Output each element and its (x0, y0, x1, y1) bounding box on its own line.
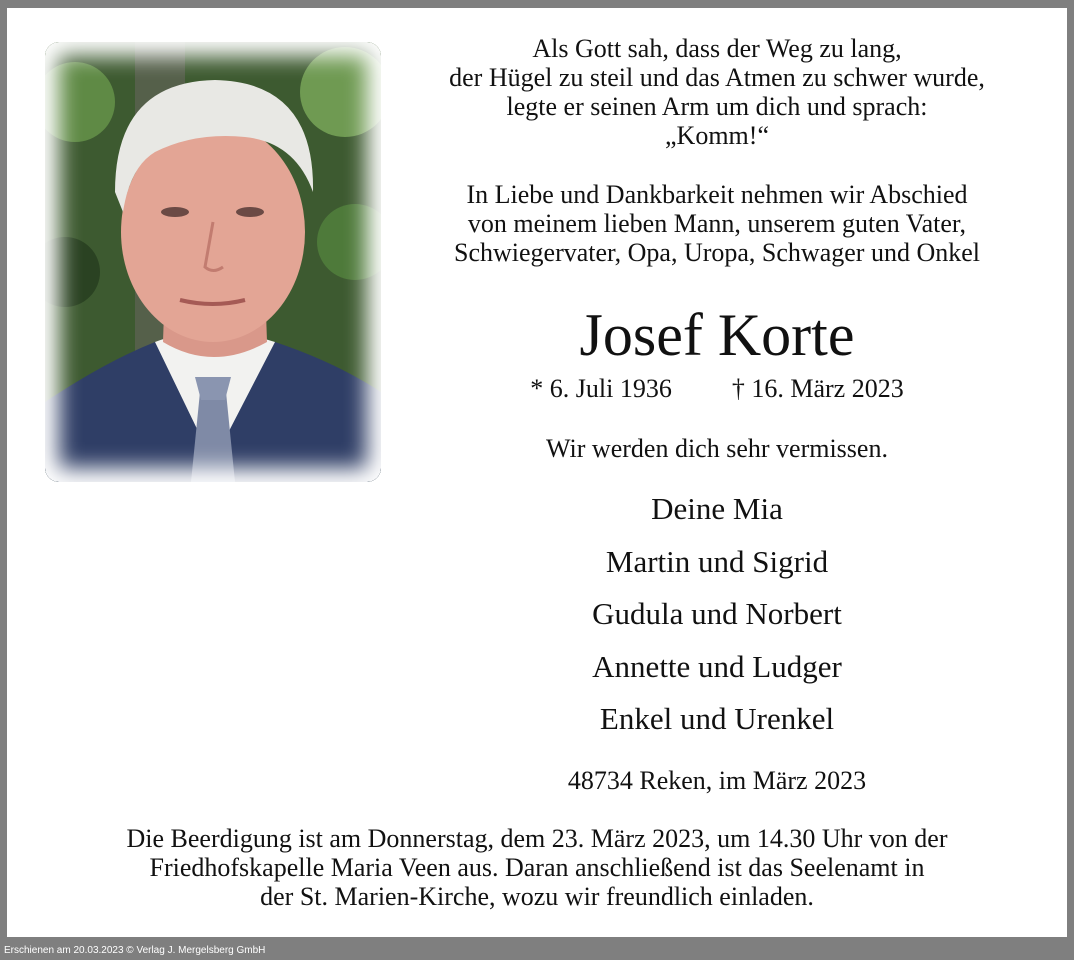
birth-date: * 6. Juli 1936 (530, 374, 672, 403)
photo-vignette (45, 42, 381, 482)
obituary-card (7, 8, 1067, 937)
miss-you-line: Wir werden dich sehr vermissen. (546, 434, 888, 463)
poem (407, 34, 1027, 150)
poem-line: der Hügel zu steil und das Atmen zu schwer wurde, (449, 63, 985, 92)
family-member: Annette und Ludger (592, 648, 842, 684)
place-and-date: 48734 Reken, im März 2023 (567, 766, 867, 795)
family-member: Martin und Sigrid (605, 543, 829, 579)
poem-line: „Komm!“ (665, 121, 769, 150)
family-list (407, 488, 1027, 751)
life-dates (407, 374, 1027, 403)
death-date: † 16. März 2023 (731, 374, 904, 403)
publication-footer: Erschienen am 20.03.2023 © Verlag J. Mergelsberg GmbH (4, 945, 266, 956)
portrait-photo (45, 42, 381, 482)
poem-line: Als Gott sah, dass der Weg zu lang, (532, 34, 902, 63)
family-member: Gudula und Norbert (592, 596, 842, 631)
deceased-name: Josef Korte (579, 302, 855, 368)
intro-line: Schwiegervater, Opa, Uropa, Schwager und Onkel (453, 238, 980, 267)
family-member: Enkel und Urenkel (599, 701, 835, 736)
funeral-line: der St. Marien-Kirche, wozu wir freundlich einladen. (260, 882, 814, 911)
poem-line: legte er seinen Arm um dich und sprach: (506, 92, 928, 121)
funeral-line: Friedhofskapelle Maria Veen aus. Daran anschließend ist das Seelenamt in (149, 853, 925, 882)
funeral-line: Die Beerdigung ist am Donnerstag, dem 23. März 2023, um 14.30 Uhr von der (126, 824, 948, 853)
intro-line: von meinem lieben Mann, unserem guten Vater, (467, 209, 967, 238)
family-member: Deine Mia (651, 491, 783, 526)
farewell-intro (407, 180, 1027, 267)
intro-line: In Liebe und Dankbarkeit nehmen wir Abschied (466, 180, 968, 209)
funeral-notice (47, 824, 1027, 911)
